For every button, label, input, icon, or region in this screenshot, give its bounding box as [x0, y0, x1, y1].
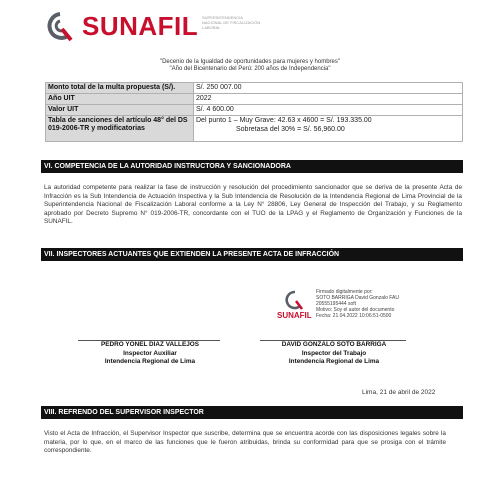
section-6-header: VI. COMPETENCIA DE LA AUTORIDAD INSTRUCTORA Y SANCIONADORA [41, 160, 463, 173]
signature-line-1: Firmado digitalmente por: [316, 289, 373, 295]
uit-value-label: Valor UIT [46, 105, 194, 116]
signature-line-5: Fecha: 21.04.2022 10:06:51-0500 [316, 313, 392, 319]
fine-total-value: S/. 250 007.00 [194, 83, 463, 94]
signature-line-2: SOTO BARRIGA David Gonzalo FAU [316, 295, 399, 301]
decenio-line-1: "Decenio de la Igualdad de oportunidades para mujeres y hombres" [159, 59, 341, 65]
inspector-right-name: DAVID GONZALO SOTO BARRIGA [281, 341, 387, 348]
uit-year-value: 2022 [194, 94, 463, 105]
inspector-left [70, 341, 230, 367]
digital-signature-text [316, 289, 466, 319]
sanctions-cell [194, 116, 463, 142]
fine-total-label: Monto total de la multa propuesta (S/). [46, 83, 194, 94]
signature-line-3: 20555195444 soft [316, 301, 357, 307]
logo-text: SUNAFIL [82, 11, 199, 41]
signature-logo-icon [285, 290, 305, 310]
inspector-right-role: Inspector del Trabajo [301, 349, 367, 357]
table-row [46, 83, 463, 94]
sunafil-logo-icon [46, 12, 74, 42]
sanctions-line-2: Sobretasa del 30% = S/. 56,960.00 [236, 126, 345, 133]
inspector-left-role: Inspector Auxiliar [123, 349, 177, 357]
sanctions-label: Tabla de sanciones del artículo 48° del DS 019-2006-TR y modificatorias [46, 116, 194, 142]
section-7-header: VII. INSPECTORES ACTUANTES QUE EXTIENDEN LA PRESENTE ACTA DE INFRACCIÓN [41, 248, 463, 261]
fine-table [45, 82, 463, 142]
table-row [46, 94, 463, 105]
decenio-text [0, 59, 500, 73]
place-date: Lima, 21 de abril de 2022 [362, 389, 436, 396]
signature-logo-text: SUNAFIL [277, 311, 312, 320]
logo-subtitle: SUPERINTENDENCIA NACIONAL DE FISCALIZACIÓN LABORAL [202, 15, 261, 30]
section-8-header: VIII. REFRENDO DEL SUPERVISOR INSPECTOR [41, 406, 463, 419]
section-6-text: La autoridad competente para realizar la fase de instrucción y resolución del procedimiento sancionador que se deriva de la presente Acta de Infracción es la Sub Intendencia de Actuación Inspectiva y la Sub Intendencia de Resolución de la Intendencia Regional de Lima Provincial de la Superintendencia Nacional de Fiscalización Laboral conforme a la Ley N° 28806, Ley General de Inspección del Trabajo, y su Reglamento aprobado por Decreto Supremo N° 019-2006-TR, concordante con el TUO de la LPAG y el Reglamento de Organización y Funciones de la SUNAFIL. [44, 184, 462, 226]
inspector-left-name: PEDRO YONEL DIAZ VALLEJOS [100, 341, 199, 348]
section-8-text: Visto el Acta de Infracción, el Supervisor Inspector que suscribe, determina que se encuentra acorde con las disposiciones legales sobre la materia, por lo que, en el marco de las funciones que le fueron atribuidas, brinda su conformidad para que se prosiga con el trámite correspondiente. [44, 430, 446, 455]
signature-line-4: Motivo: Soy el autor del documento [316, 307, 395, 313]
sanctions-line-1: Del punto 1 – Muy Grave: 42.63 x 4600 = S/. 193.335.00 [196, 117, 372, 124]
table-row [46, 105, 463, 116]
inspector-right [256, 341, 412, 367]
inspector-right-office: Intendencia Regional de Lima [288, 358, 380, 365]
decenio-line-2: "Año del Bicentenario del Perú: 200 años de Independencia" [169, 66, 331, 72]
inspector-left-office: Intendencia Regional de Lima [104, 358, 196, 365]
uit-value-value: S/. 4 600.00 [194, 105, 463, 116]
table-row [46, 116, 463, 142]
uit-year-label: Año UIT [46, 94, 194, 105]
